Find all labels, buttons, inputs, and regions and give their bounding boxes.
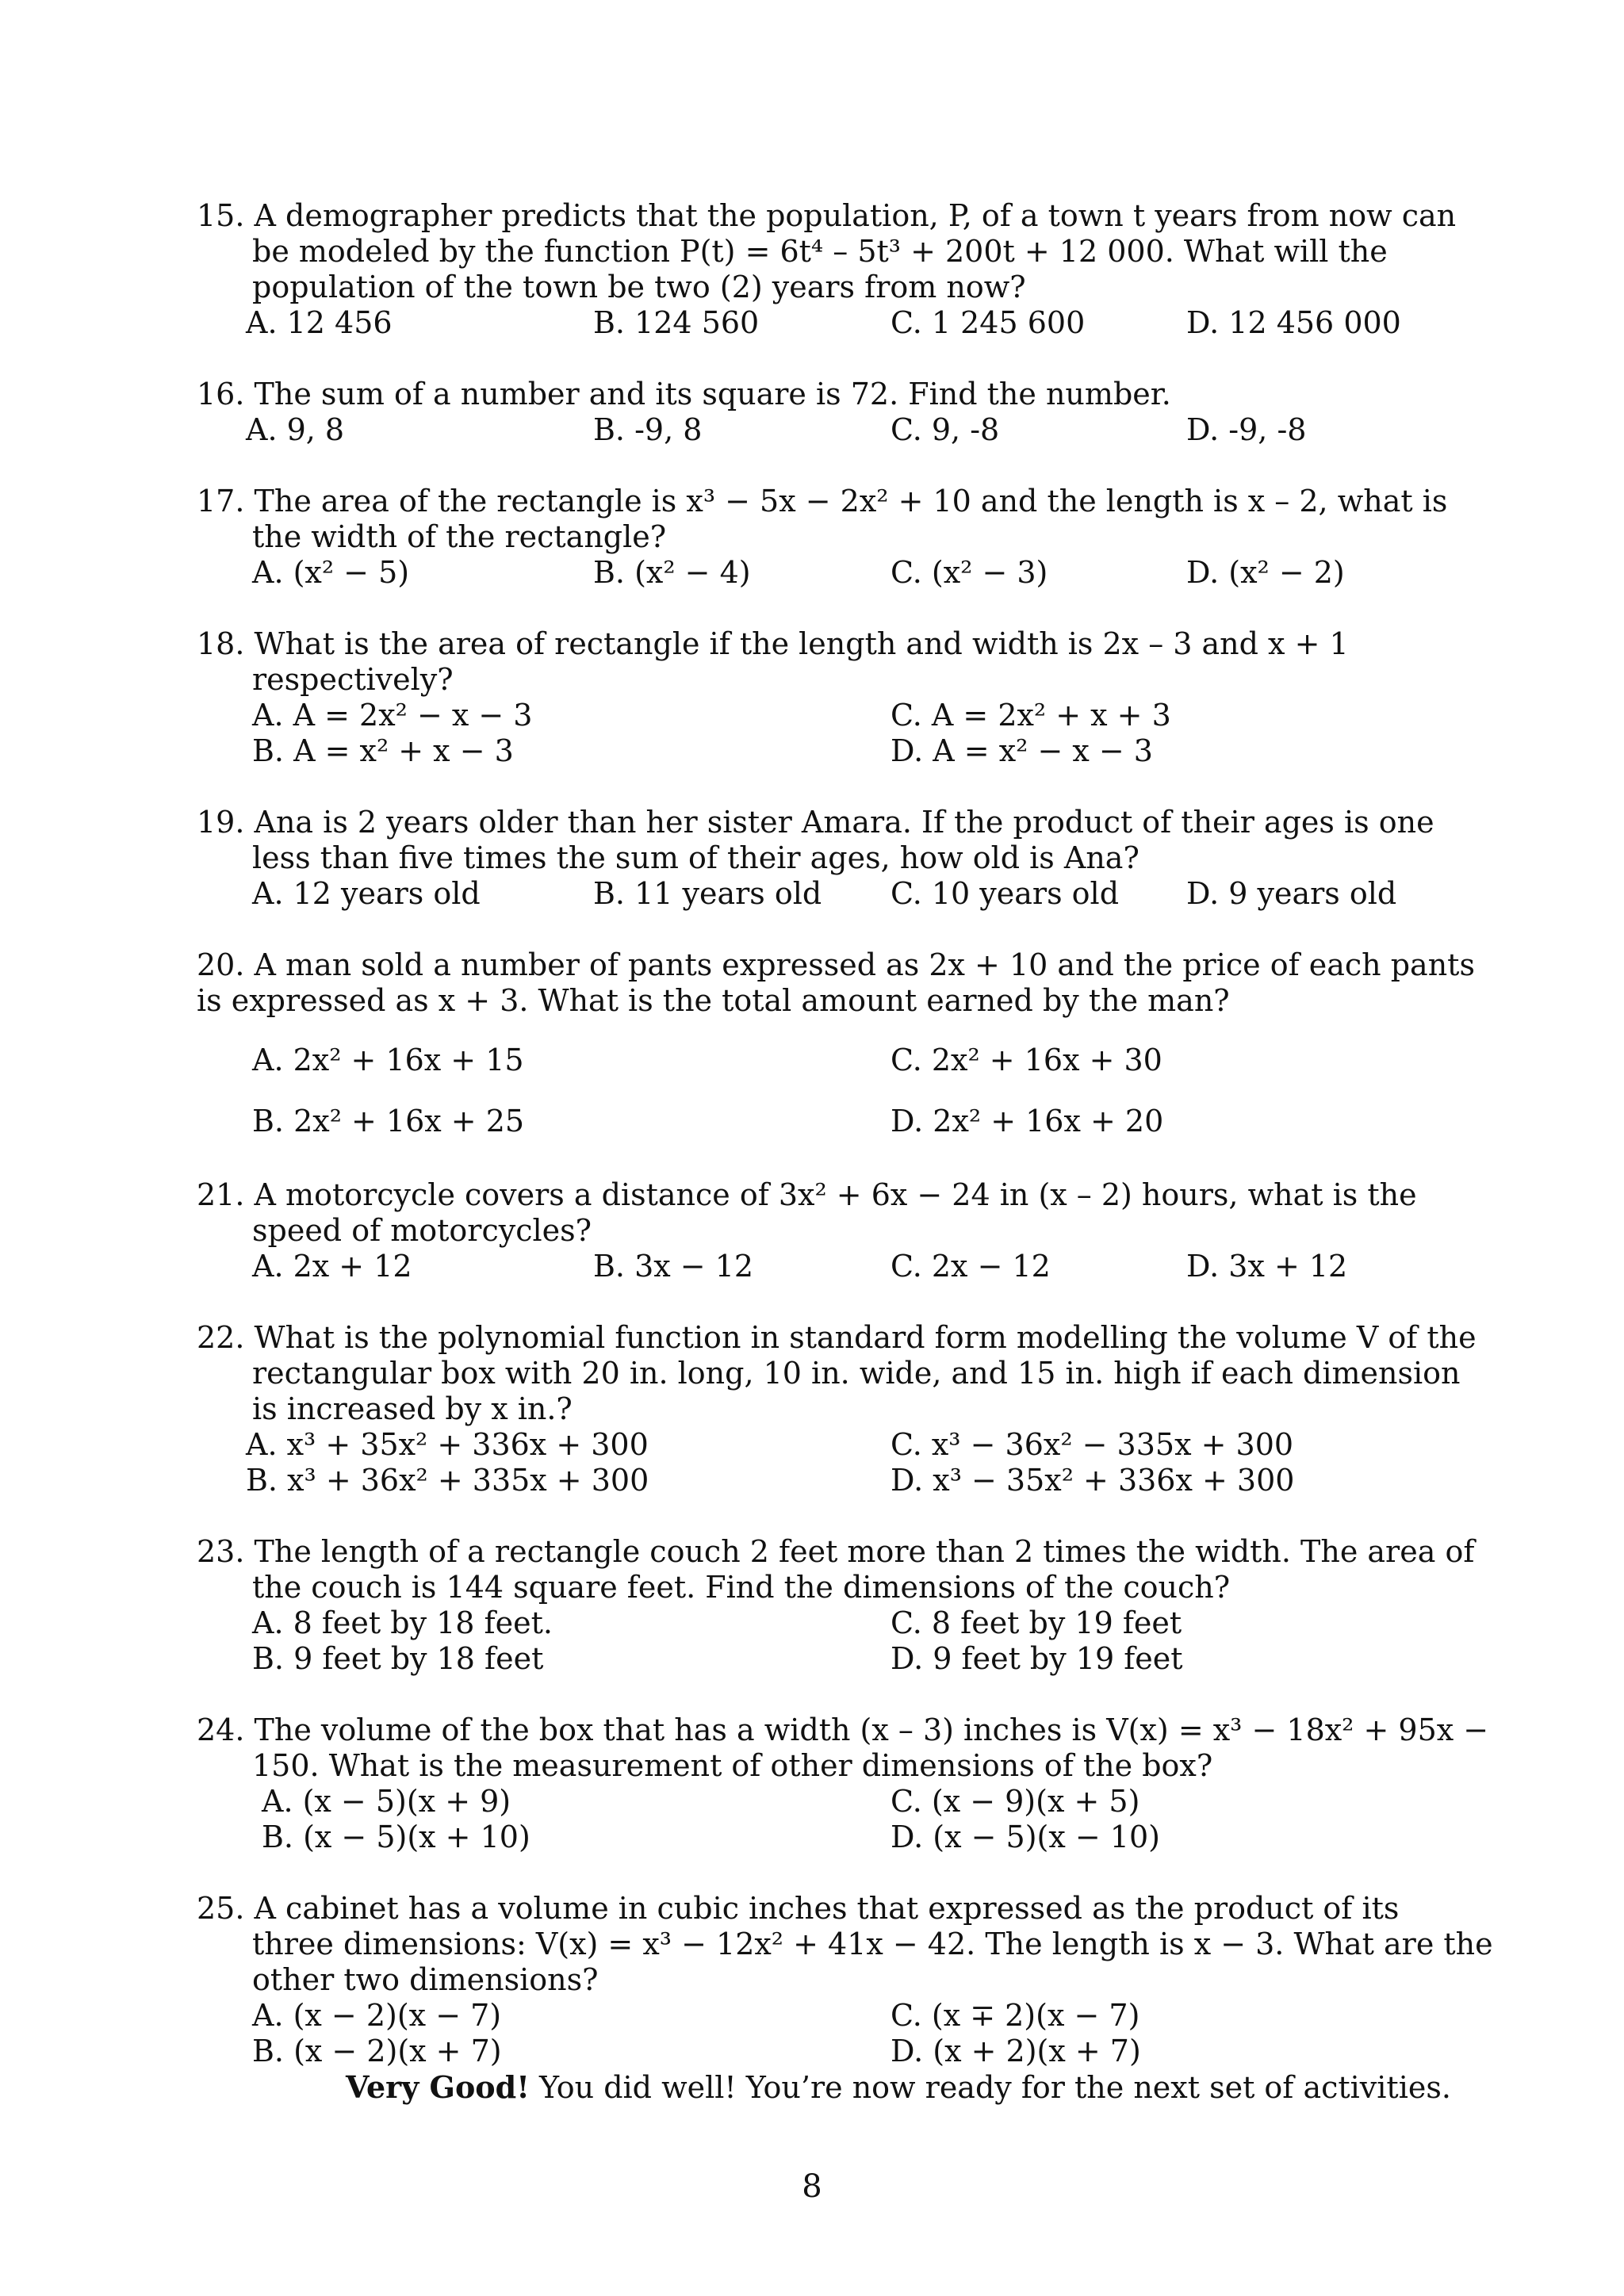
question-20-options-row-2 xyxy=(197,1104,1465,1139)
question-22-options-row-2 xyxy=(197,1463,1465,1498)
question-24-line-1: 24. The volume of the box that has a width (x – 3) inches is V(x) = x³ − 18x² + 95x − xyxy=(197,1712,1489,1747)
option-b: B. 3x − 12 xyxy=(593,1249,754,1284)
option-c: C. 2x² + 16x + 30 xyxy=(891,1043,1162,1077)
option-a: A. (x² − 5) xyxy=(252,555,410,590)
encouragement-bold: Very Good! xyxy=(346,2069,530,2105)
question-25-line-1: 25. A cabinet has a volume in cubic inches that expressed as the product of its xyxy=(197,1891,1400,1926)
question-18-line-1: 18. What is the area of rectangle if the length and width is 2x – 3 and x + 1 xyxy=(197,626,1349,661)
option-c: C. 10 years old xyxy=(891,876,1120,911)
question-21 xyxy=(197,1177,1465,1284)
question-20-options-row-1 xyxy=(197,1043,1465,1078)
option-b: B. 2x² + 16x + 25 xyxy=(252,1104,525,1138)
option-a: A. 12 456 xyxy=(246,305,393,340)
question-23-line-2: the couch is 144 square feet. Find the dimensions of the couch? xyxy=(252,1570,1231,1605)
option-a: A. (x − 5)(x + 9) xyxy=(262,1784,511,1819)
question-18-options-row-1 xyxy=(197,698,1465,733)
question-20 xyxy=(197,947,1475,1139)
option-b: B. (x² − 4) xyxy=(593,555,751,590)
option-c: C. A = 2x² + x + 3 xyxy=(891,698,1171,733)
question-17-line-2: the width of the rectangle? xyxy=(252,519,667,554)
question-21-options xyxy=(197,1249,1465,1284)
question-15 xyxy=(197,198,1465,341)
question-22-line-2: rectangular box with 20 in. long, 10 in. wide, and 15 in. high if each dimension xyxy=(252,1356,1461,1391)
encouragement-text: You did well! You’re now ready for the next set of activities. xyxy=(529,2070,1451,2105)
option-b: B. -9, 8 xyxy=(593,412,703,447)
option-c: C. 9, -8 xyxy=(891,412,1000,447)
question-20-line-1: 20. A man sold a number of pants expressed as 2x + 10 and the price of each pants xyxy=(197,947,1475,982)
question-23-line-1: 23. The length of a rectangle couch 2 feet more than 2 times the width. The area of xyxy=(197,1534,1475,1569)
option-d: D. A = x² − x − 3 xyxy=(891,733,1153,768)
option-d: D. (x − 5)(x − 10) xyxy=(891,1820,1160,1854)
question-19-line-1: 19. Ana is 2 years older than her sister Amara. If the product of their ages is one xyxy=(197,805,1434,840)
option-d: D. 2x² + 16x + 20 xyxy=(891,1104,1164,1138)
question-25-line-2: three dimensions: V(x) = x³ − 12x² + 41x − 42. The length is x − 3. What are the xyxy=(252,1927,1493,1961)
question-21-line-1: 21. A motorcycle covers a distance of 3x² + 6x − 24 in (x – 2) hours, what is the xyxy=(197,1177,1417,1212)
option-c: C. 8 feet by 19 feet xyxy=(891,1605,1182,1640)
option-d: D. (x² − 2) xyxy=(1186,555,1345,590)
question-23-options-row-2 xyxy=(197,1641,1465,1677)
option-d: D. x³ − 35x² + 336x + 300 xyxy=(891,1463,1295,1498)
option-b: B. x³ + 36x² + 335x + 300 xyxy=(246,1463,649,1498)
question-17-options xyxy=(197,555,1465,591)
option-d: D. 9 feet by 19 feet xyxy=(891,1641,1183,1676)
option-a: A. (x − 2)(x − 7) xyxy=(252,1998,502,2033)
option-b: B. A = x² + x − 3 xyxy=(252,733,514,768)
question-21-line-2: speed of motorcycles? xyxy=(252,1213,592,1248)
option-b: B. (x − 2)(x + 7) xyxy=(252,2034,502,2068)
question-17 xyxy=(197,484,1465,591)
question-18 xyxy=(197,626,1465,769)
question-16-line-1: 16. The sum of a number and its square is 72. Find the number. xyxy=(197,377,1171,411)
question-15-line-3: population of the town be two (2) years from now? xyxy=(252,270,1026,304)
option-c: C. (x ∓ 2)(x − 7) xyxy=(891,1998,1140,2033)
question-24-options-row-2 xyxy=(197,1820,1465,1855)
option-c: C. 1 245 600 xyxy=(891,305,1086,340)
question-16-options xyxy=(197,412,1465,448)
question-20-line-2: is expressed as x + 3. What is the total amount earned by the man? xyxy=(197,983,1230,1018)
option-b: B. 124 560 xyxy=(593,305,760,340)
question-24-options-row-1 xyxy=(197,1784,1465,1820)
question-22 xyxy=(197,1320,1477,1498)
option-a: A. 12 years old xyxy=(252,876,481,911)
question-25-line-3: other two dimensions? xyxy=(252,1962,599,1997)
option-a: A. 8 feet by 18 feet. xyxy=(252,1605,553,1640)
option-a: A. 9, 8 xyxy=(246,412,345,447)
question-25 xyxy=(197,1891,1493,2105)
question-18-options-row-2 xyxy=(197,733,1465,769)
page-number: 8 xyxy=(802,2168,822,2205)
option-c: C. (x − 9)(x + 5) xyxy=(891,1784,1140,1819)
question-25-options-row-1 xyxy=(197,1998,1465,2034)
option-a: A. 2x + 12 xyxy=(252,1249,412,1284)
question-16 xyxy=(197,377,1465,448)
option-c: C. (x² − 3) xyxy=(891,555,1048,590)
question-15-line-1: 15. A demographer predicts that the population, P, of a town t years from now can xyxy=(197,198,1457,233)
option-a: A. A = 2x² − x − 3 xyxy=(252,698,533,733)
question-23 xyxy=(197,1534,1475,1677)
question-19 xyxy=(197,805,1465,912)
question-19-line-2: less than five times the sum of their ages, how old is Ana? xyxy=(252,840,1139,875)
option-d: D. 3x + 12 xyxy=(1186,1249,1348,1284)
encouragement-message xyxy=(197,2069,1465,2105)
option-c: C. 2x − 12 xyxy=(891,1249,1051,1284)
question-22-line-3: is increased by x in.? xyxy=(252,1391,573,1426)
question-15-options xyxy=(197,305,1465,341)
question-25-options-row-2 xyxy=(197,2034,1465,2069)
option-c: C. x³ − 36x² − 335x + 300 xyxy=(891,1427,1294,1462)
question-19-options xyxy=(197,876,1465,912)
option-a: A. 2x² + 16x + 15 xyxy=(252,1043,524,1077)
option-b: B. (x − 5)(x + 10) xyxy=(262,1820,530,1854)
question-15-line-2: be modeled by the function P(t) = 6t⁴ – 5t³ + 200t + 12 000. What will the xyxy=(252,234,1388,269)
question-24-line-2: 150. What is the measurement of other dimensions of the box? xyxy=(252,1748,1213,1783)
question-18-line-2: respectively? xyxy=(252,662,454,697)
option-d: D. -9, -8 xyxy=(1186,412,1307,447)
question-22-options-row-1 xyxy=(197,1427,1465,1463)
option-b: B. 11 years old xyxy=(593,876,822,911)
question-24 xyxy=(197,1712,1489,1855)
question-22-line-1: 22. What is the polynomial function in standard form modelling the volume V of the xyxy=(197,1320,1477,1355)
option-d: D. 9 years old xyxy=(1186,876,1397,911)
question-17-line-1: 17. The area of the rectangle is x³ − 5x − 2x² + 10 and the length is x – 2, what is xyxy=(197,484,1448,519)
option-d: D. (x + 2)(x + 7) xyxy=(891,2034,1141,2068)
question-23-options-row-1 xyxy=(197,1605,1465,1641)
option-d: D. 12 456 000 xyxy=(1186,305,1401,340)
option-b: B. 9 feet by 18 feet xyxy=(252,1641,544,1676)
option-a: A. x³ + 35x² + 336x + 300 xyxy=(246,1427,649,1462)
